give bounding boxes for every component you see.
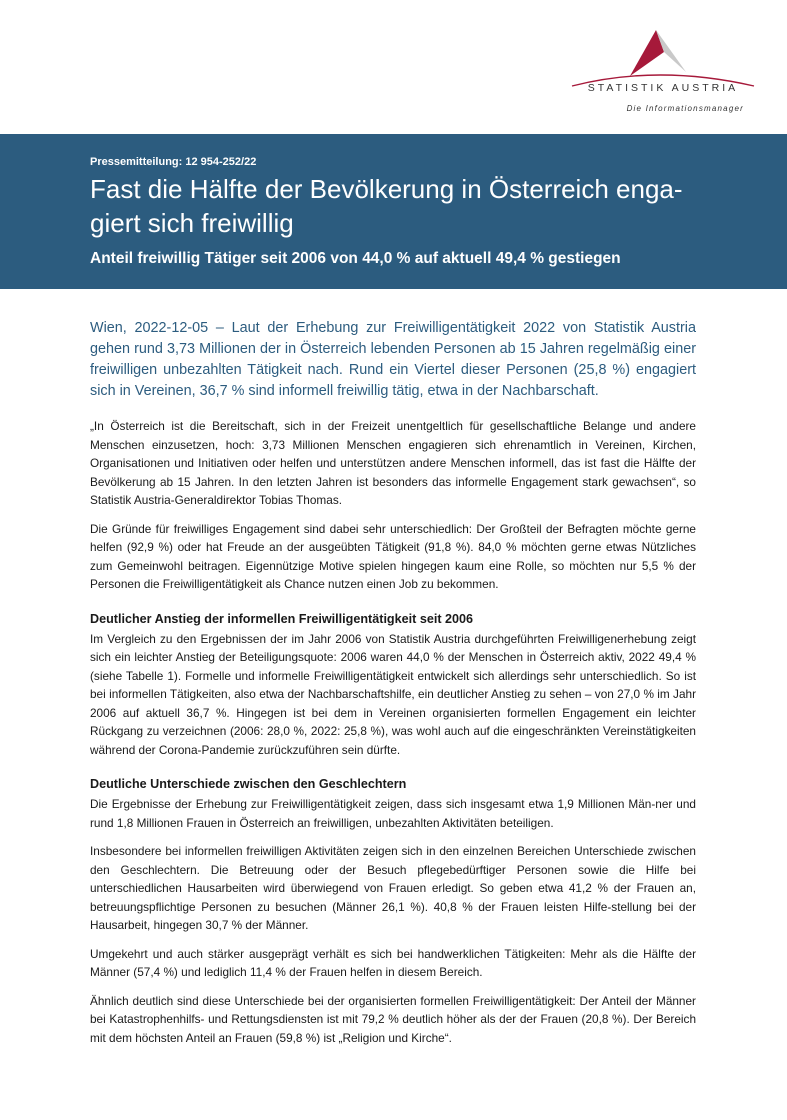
paragraph-reasons: Die Gründe für freiwilliges Engagement sind dabei sehr unterschiedlich: Der Großteil der Befragten möchte gerne helfen (92,9 %) oder hat Freude an der ausgeübten Tätigkeit (91,8 %). 84,0 % möchten gerne etwas Nützliches zum Gemeinwohl beitragen. Eigennützige Motive spielen hingegen kaum eine Rolle, so möchten nur 5,5 % der Personen die Freiwilligentätigkeit als Chance nutzen einen Job zu bekommen. [90, 521, 696, 591]
paragraph-gender-totals: Die Ergebnisse der Erhebung zur Freiwilligentätigkeit zeigen, dass sich insgesamt etwa 1,9 Millionen Män-ner und rund 1,8 Millionen Frauen in Österreich an freiwilligen, unbezahlten Aktivitäten beteiligen. [90, 797, 696, 830]
logo-tagline: Die Informationsmanager [626, 104, 744, 113]
page-title: Fast die Hälfte der Bevölkerung in Österreich enga-giert sich freiwillig [90, 174, 683, 238]
paragraph-comparison: Im Vergleich zu den Ergebnissen der im Jahr 2006 von Statistik Austria durchgeführten Freiwilligenerhebung zeigt sich ein leichter Anstieg der Beteiligungsquote: 2006 waren 44,0 % der Menschen in Österreich aktiv, 2022 49,4 % (siehe Tabelle 1). Formelle und informelle Freiwilligentätigkeit entwickelt sich allerdings sehr unterschiedlich. So ist bei informellen Tätigkeiten, also etwa der Nachbarschaftshilfe, ein deutlicher Anstieg zu sehen – von 27,0 % im Jahr 2006 auf aktuell 36,7 %. Hingegen ist bei dem in Vereinen organisierten formellen Engagement ein leichter Rückgang zu verzeichnen (2006: 28,0 %, 2022: 25,8 %), was wohl auch auf die eingeschränkten Vereinstätigkeiten während der Corona-Pandemie zurückzuführen sein dürfte. [90, 631, 696, 757]
paragraph-quote: „In Österreich ist die Bereitschaft, sich in der Freizeit unentgeltlich für gesellschaftliche Belange und andere Menschen einzusetzen, hoch: 3,73 Millionen Menschen engagieren sich ehrenamtlich in Vereinen, Kirchen, Organisationen und Initiativen oder helfen und unterstützen andere Menschen informell, das ist fast die Hälfte der Bevölkerung ab 15 Jahren. In den letzten Jahren ist besonders das informelle Engagement stark gewachsen“, so Statistik Austria-Generaldirektor Tobias Thomas. [90, 419, 696, 507]
logo-brand-name: STATISTIK AUSTRIA [587, 82, 739, 94]
header-banner [0, 134, 787, 289]
section-heading-gender: Deutliche Unterschiede zwischen den Geschlechtern [90, 777, 407, 791]
logo-triangle-icon [568, 28, 758, 88]
section-heading-informal: Deutlicher Anstieg der informellen Freiwilligentätigkeit seit 2006 [90, 611, 474, 626]
statistik-austria-logo [568, 28, 758, 120]
paragraph-formal-differences: Ähnlich deutlich sind diese Unterschiede bei der organisierten formellen Freiwilligentätigkeit: Der Anteil der Männer bei Katastrophenhilfs- und Rettungsdiensten ist mit 79,2 % deutlich höher als der der Frauen (20,8 %). Der Bereich mit dem höchsten Anteil an Frauen (59,8 %) ist „Religion und Kirche“. [90, 993, 696, 1045]
main-content [90, 318, 696, 1057]
press-release-number: Pressemitteilung: 12 954-252/22 [90, 156, 257, 168]
paragraph-craft-work: Umgekehrt und auch stärker ausgeprägt verhält es sich bei handwerklichen Tätigkeiten: Mehr als die Hälfte der Männer (57,4 %) und lediglich 11,4 % der Frauen helfen in diesem Bereich. [90, 946, 696, 979]
page-subtitle: Anteil freiwillig Tätiger seit 2006 von 44,0 % auf aktuell 49,4 % gestiegen [90, 250, 621, 267]
paragraph-informal-differences: Insbesondere bei informellen freiwilligen Aktivitäten zeigen sich in den einzelnen Bereichen Unterschiede zwischen den Geschlechtern. Die Betreuung oder der Besuch pflegebedürftiger Personen sowie die Hilfe bei unterschiedlichen Hausarbeiten wird überwiegend von Frauen erledigt. So geben etwa 41,2 % der Frauen an, betreuungspflichtige Personen zu besuchen (Männer 26,1 %). 40,8 % der Frauen leisten Hilfe-stellung bei der Hausarbeit, hingegen 30,7 % der Männer. [90, 844, 696, 932]
lead-paragraph: Wien, 2022-12-05 – Laut der Erhebung zur Freiwilligentätigkeit 2022 von Statistik Austria gehen rund 3,73 Millionen der in Österreich lebenden Personen ab 15 Jahren regelmäßig einer freiwilligen unbezahlten Tätigkeit nach. Rund ein Viertel dieser Personen (25,8 %) engagiert sich in Vereinen, 36,7 % sind informell freiwillig tätig, etwa in der Nachbarschaft. [90, 320, 696, 399]
